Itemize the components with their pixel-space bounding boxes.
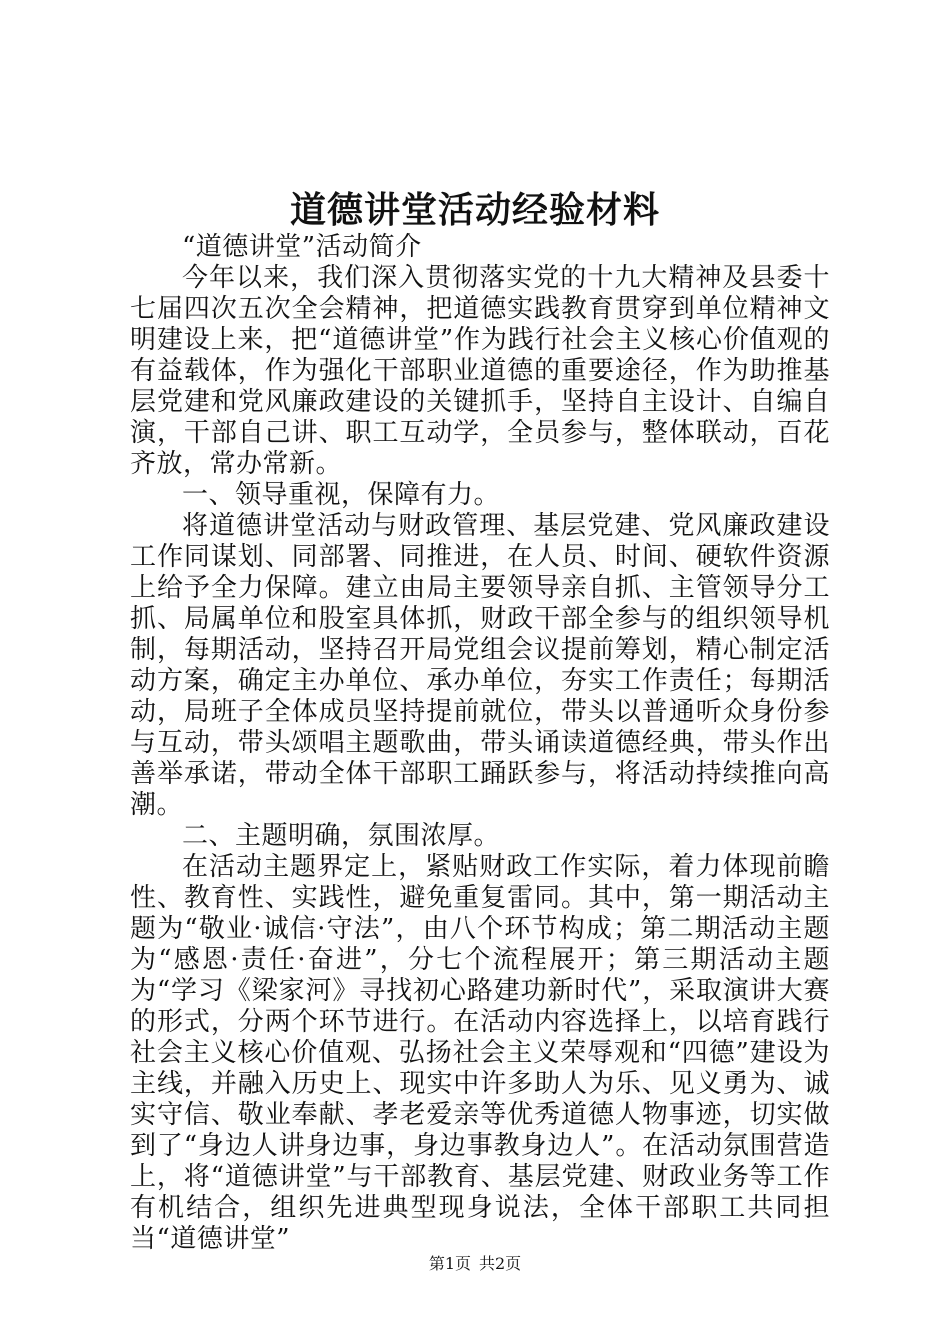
document-body — [130, 232, 830, 1255]
section-heading-1: 一、领导重视，保障有力。 — [182, 480, 501, 510]
page-total: 共2页 — [479, 1254, 522, 1273]
intro-heading: “道德讲堂”活动简介 — [182, 232, 422, 262]
page-footer — [0, 1254, 950, 1274]
intro-paragraph: 今年以来，我们深入贯彻落实党的十九大精神及县委十七届四次五次全会精神，把道德实践教育贯穿到单位精神文明建设上来，把“道德讲堂”作为践行社会主义核心价值观的有益载体，作为强化干部职业道德的重要途径，作为助推基层党建和党风廉政建设的关键抓手，坚持自主设计、自编自演，干部自己讲、职工互动学，全员参与，整体联动，百花齐放，常办常新。 — [130, 263, 830, 479]
section-paragraph-2: 在活动主题界定上，紧贴财政工作实际，着力体现前瞻性、教育性、实践性，避免重复雷同。其中，第一期活动主题为“敬业·诚信·守法”，由八个环节构成；第二期活动主题为“感恩·责任·奋进”，分七个流程展开；第三期活动主题为“学习《梁家河》寻找初心路建功新时代”，采取演讲大赛的形式，分两个环节进行。在活动内容选择上，以培育践行社会主义核心价值观、弘扬社会主义荣辱观和“四德”建设为主线，并融入历史上、现实中许多助人为乐、见义勇为、诚实守信、敬业奉献、孝老爱亲等优秀道德人物事迹，切实做到了“身边人讲身边事，身边事教身边人”。在活动氛围营造上，将“道德讲堂”与干部教育、基层党建、财政业务等工作有机结合，组织先进典型现身说法，全体干部职工共同担当“道德讲堂” — [130, 852, 830, 1254]
section-heading-2: 二、主题明确，氛围浓厚。 — [182, 821, 501, 851]
section-paragraph-1: 将道德讲堂活动与财政管理、基层党建、党风廉政建设工作同谋划、同部署、同推进，在人员、时间、硬软件资源上给予全力保障。建立由局主要领导亲自抓、主管领导分工抓、局属单位和股室具体抓，财政干部全参与的组织领导机制，每期活动，坚持召开局党组会议提前筹划，精心制定活动方案，确定主办单位、承办单位，夯实工作责任；每期活动，局班子全体成员坚持提前就位，带头以普通听众身份参与互动，带头颂唱主题歌曲，带头诵读道德经典，带头作出善举承诺，带动全体干部职工踊跃参与，将活动持续推向高潮。 — [130, 511, 830, 820]
page-number: 第1页 — [428, 1254, 471, 1273]
document-title: 道德讲堂活动经验材料 — [289, 189, 660, 231]
